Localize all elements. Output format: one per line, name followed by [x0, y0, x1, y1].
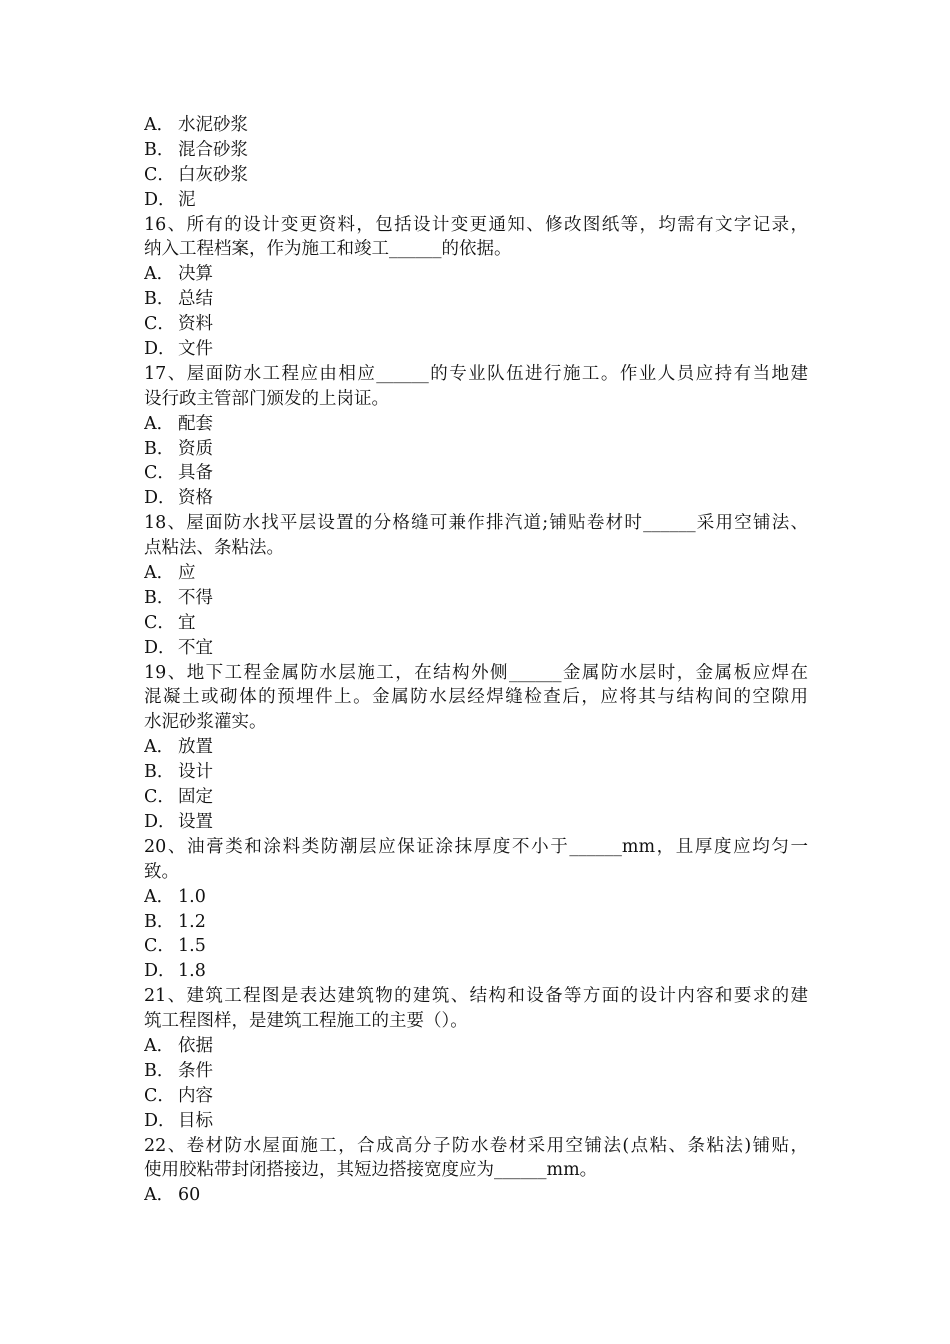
answer-option	[144, 959, 808, 984]
question-q20	[144, 835, 808, 984]
option-text: 条件	[178, 1060, 213, 1081]
option-text: 泥	[178, 189, 196, 210]
question-stem-line: 使用胶粘带封闭搭接边，其短边搭接宽度应为______mm。	[144, 1160, 598, 1181]
option-text: 宜	[178, 612, 196, 633]
question-stem-line: 点粘法、条粘法。	[144, 538, 284, 559]
answer-option	[144, 934, 808, 959]
answer-option	[144, 910, 808, 935]
option-text: 资格	[178, 488, 213, 509]
option-letter: C．	[144, 314, 175, 335]
option-letter: C．	[144, 936, 175, 957]
option-letter: B．	[144, 289, 175, 310]
question-stem-line: 纳入工程档案，作为施工和竣工______的依据。	[144, 239, 512, 260]
option-letter: C．	[144, 787, 175, 808]
option-letter: D．	[144, 339, 176, 360]
answer-option	[144, 735, 808, 760]
question-stem-line: 致。	[144, 861, 179, 882]
question-stem-line: 筑工程图样，是建筑工程施工的主要（）。	[144, 1011, 468, 1032]
option-text: 设置	[178, 811, 213, 832]
option-text: 1.5	[178, 936, 206, 957]
answer-option	[144, 486, 808, 511]
answer-option	[144, 885, 808, 910]
option-text: 混合砂浆	[178, 139, 248, 160]
answer-option	[144, 1034, 808, 1059]
answer-option	[144, 262, 808, 287]
answer-option	[144, 412, 808, 437]
answer-option	[144, 1059, 808, 1084]
answer-option	[144, 163, 808, 188]
option-letter: D．	[144, 488, 176, 509]
answer-option	[144, 561, 808, 586]
answer-option	[144, 188, 808, 213]
question-stem-line: 20、油膏类和涂料类防潮层应保证涂抹厚度不小于______mm，且厚度应均匀一	[144, 836, 808, 857]
answer-option	[144, 312, 808, 337]
option-text: 应	[178, 563, 196, 584]
question-q19	[144, 661, 808, 835]
answer-option	[144, 1084, 808, 1109]
option-letter: C．	[144, 164, 175, 185]
answer-option	[144, 437, 808, 462]
option-letter: D．	[144, 189, 176, 210]
option-text: 1.8	[178, 961, 206, 982]
question-q15	[144, 113, 808, 213]
option-letter: C．	[144, 1085, 175, 1106]
option-letter: B．	[144, 762, 175, 783]
option-letter: A．	[144, 264, 175, 285]
option-text: 水泥砂浆	[178, 115, 248, 135]
option-text: 具备	[178, 463, 213, 484]
option-text: 白灰砂浆	[178, 164, 248, 185]
option-text: 总结	[178, 289, 213, 310]
option-letter: B．	[144, 911, 175, 932]
answer-option	[144, 810, 808, 835]
option-text: 不得	[178, 587, 213, 608]
option-letter: B．	[144, 587, 175, 608]
option-letter: A．	[144, 1185, 175, 1206]
option-text: 内容	[178, 1085, 213, 1106]
answer-option	[144, 461, 808, 486]
option-text: 1.2	[178, 911, 206, 932]
option-text: 60	[178, 1185, 201, 1206]
answer-option	[144, 785, 808, 810]
question-q16	[144, 213, 808, 362]
option-text: 1.0	[178, 886, 206, 907]
answer-option	[144, 113, 808, 138]
question-stem-line: 22、卷材防水屋面施工，合成高分子防水卷材采用空铺法(点粘、条粘法)铺贴，	[144, 1135, 808, 1156]
option-letter: A．	[144, 886, 175, 907]
option-letter: A．	[144, 1035, 175, 1056]
question-q18	[144, 511, 808, 660]
answer-option	[144, 1109, 808, 1134]
answer-option	[144, 287, 808, 312]
answer-option	[144, 337, 808, 362]
option-text: 固定	[178, 787, 213, 808]
question-stem-line: 水泥砂浆灌实。	[144, 712, 267, 733]
answer-option	[144, 586, 808, 611]
document-page	[144, 113, 808, 1208]
question-q22	[144, 1134, 808, 1209]
option-text: 不宜	[178, 637, 213, 658]
question-stem-line: 18、屋面防水找平层设置的分格缝可兼作排汽道;铺贴卷材时______采用空铺法、	[144, 513, 808, 534]
option-text: 资质	[178, 438, 213, 459]
answer-option	[144, 138, 808, 163]
question-stem-line: 16、所有的设计变更资料，包括设计变更通知、修改图纸等，均需有文字记录，	[144, 214, 808, 235]
option-letter: A．	[144, 737, 175, 758]
question-stem-line: 21、建筑工程图是表达建筑物的建筑、结构和设备等方面的设计内容和要求的建	[144, 986, 808, 1007]
option-letter: D．	[144, 811, 176, 832]
question-stem-line: 设行政主管部门颁发的上岗证。	[144, 388, 389, 409]
answer-option	[144, 636, 808, 661]
option-letter: B．	[144, 139, 175, 160]
question-stem-line: 19、地下工程金属防水层施工，在结构外侧______金属防水层时，金属板应焊在	[144, 662, 808, 683]
option-letter: A．	[144, 115, 175, 135]
option-letter: C．	[144, 612, 175, 633]
answer-option	[144, 1183, 808, 1208]
option-text: 依据	[178, 1035, 213, 1056]
option-letter: B．	[144, 438, 175, 459]
question-q21	[144, 984, 808, 1133]
question-stem-line: 17、屋面防水工程应由相应______的专业队伍进行施工。作业人员应持有当地建	[144, 363, 808, 384]
option-letter: A．	[144, 413, 175, 434]
option-letter: D．	[144, 637, 176, 658]
option-letter: B．	[144, 1060, 175, 1081]
option-text: 决算	[178, 264, 213, 285]
question-q17	[144, 362, 808, 511]
option-letter: D．	[144, 1110, 176, 1131]
option-text: 配套	[178, 413, 213, 434]
option-letter: D．	[144, 961, 176, 982]
answer-option	[144, 611, 808, 636]
option-text: 设计	[178, 762, 213, 783]
option-letter: A．	[144, 563, 175, 584]
option-letter: C．	[144, 463, 175, 484]
option-text: 放置	[178, 737, 213, 758]
option-text: 目标	[178, 1110, 213, 1131]
question-stem-line: 混凝土或砌体的预埋件上。金属防水层经焊缝检查后，应将其与结构间的空隙用	[144, 687, 808, 708]
option-text: 文件	[178, 339, 213, 360]
option-text: 资料	[178, 314, 213, 335]
answer-option	[144, 760, 808, 785]
